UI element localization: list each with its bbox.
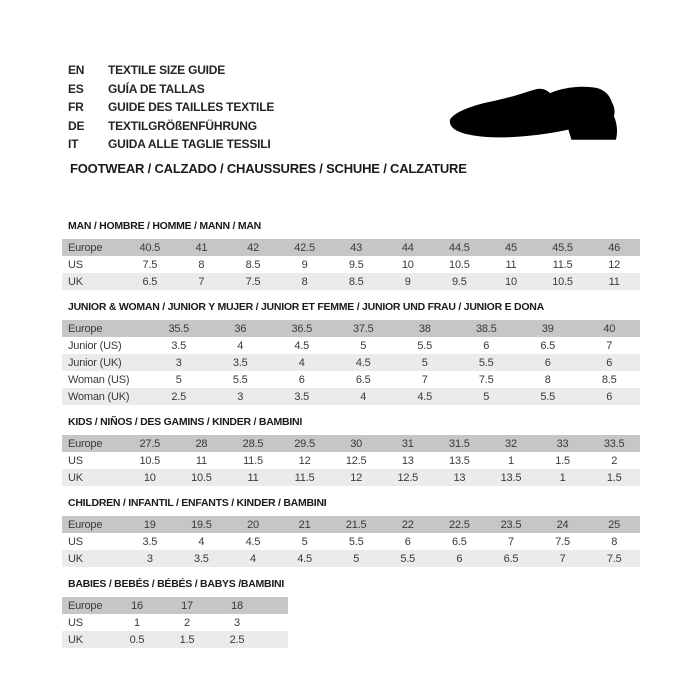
table-title: CHILDREN / INFANTIL / ENFANTS / KINDER / BAMBINI <box>68 497 327 509</box>
size-cell: 10.5 <box>191 471 212 484</box>
size-cell: 8 <box>198 258 205 271</box>
size-row <box>62 320 640 337</box>
size-row <box>62 533 640 550</box>
size-cell: 36.5 <box>291 322 313 335</box>
size-cell: 1.5 <box>179 633 195 646</box>
size-cell: 42 <box>247 241 259 254</box>
size-cell: 3.5 <box>294 390 310 403</box>
size-cell: 22 <box>401 518 414 531</box>
size-cell: 44.5 <box>449 241 470 254</box>
size-cell: 41 <box>195 241 208 254</box>
size-section-man <box>62 220 640 290</box>
size-cell: 9 <box>404 275 411 288</box>
size-cell: 4.5 <box>355 356 371 369</box>
size-cell: 11.5 <box>243 454 263 467</box>
size-cell: 6.5 <box>452 535 467 548</box>
size-cell: 1 <box>559 471 566 484</box>
size-cell: 13.5 <box>449 454 470 467</box>
table-title: JUNIOR & WOMAN / JUNIOR Y MUJER / JUNIOR ET FEMME / JUNIOR UND FRAU / JUNIOR E DONA <box>68 301 544 313</box>
size-cell: 11 <box>195 454 207 467</box>
size-cell: 12.5 <box>397 471 419 484</box>
size-cell: 5 <box>353 552 360 565</box>
size-cell: 1.5 <box>555 454 570 467</box>
size-cell: 6 <box>483 339 490 352</box>
size-cell: 1 <box>134 616 140 629</box>
row-label: Junior (UK) <box>68 356 122 369</box>
size-cell: 22.5 <box>449 518 470 531</box>
size-cell: 6.5 <box>503 552 519 565</box>
size-cell: 6 <box>298 373 305 386</box>
size-cell: 4 <box>360 390 367 403</box>
size-cell: 44 <box>401 241 414 254</box>
size-cell: 40 <box>603 322 616 335</box>
size-cell: 3.5 <box>232 356 248 369</box>
size-cell: 43 <box>350 241 363 254</box>
size-cell: 6 <box>606 356 613 369</box>
language-title-block <box>68 61 274 154</box>
size-cell: 7.5 <box>555 535 570 548</box>
language-code: FR <box>68 100 84 115</box>
language-title: TEXTILGRÖßENFÜHRUNG <box>108 118 257 133</box>
row-label: US <box>68 454 83 467</box>
size-cell: 4.5 <box>245 535 261 548</box>
size-cell: 46 <box>608 241 621 254</box>
size-section-children <box>62 497 640 567</box>
size-cell: 9.5 <box>452 275 467 288</box>
size-row <box>62 631 288 648</box>
size-cell: 27.5 <box>139 437 161 450</box>
size-cell: 4 <box>198 535 205 548</box>
size-cell: 6 <box>606 390 613 403</box>
size-cell: 4.5 <box>417 390 433 403</box>
size-cell: 35.5 <box>168 322 190 335</box>
size-cell: 45.5 <box>552 241 573 254</box>
size-table-junior-woman <box>62 320 640 405</box>
size-cell: 7 <box>421 373 428 386</box>
size-table-babies <box>62 597 288 648</box>
row-label: US <box>68 258 83 271</box>
size-cell: 5.5 <box>540 390 556 403</box>
size-cell: 6.5 <box>540 339 556 352</box>
size-section-kids <box>62 416 640 486</box>
size-row <box>62 388 640 405</box>
language-code: EN <box>68 63 85 77</box>
row-label: Europe <box>68 599 103 612</box>
size-cell: 5 <box>360 339 367 352</box>
size-cell: 6 <box>544 356 551 369</box>
size-cell: 1.5 <box>606 471 622 484</box>
language-title: GUÍA DE TALLAS <box>108 81 205 96</box>
size-cell: 4.5 <box>294 339 310 352</box>
size-cell: 6.5 <box>142 275 158 288</box>
language-title: GUIDE DES TAILLES TEXTILE <box>108 100 275 115</box>
size-cell: 31 <box>401 437 414 450</box>
row-label: Junior (US) <box>68 339 122 352</box>
size-cell: 5.5 <box>348 535 364 548</box>
size-cell: 5.5 <box>232 373 248 386</box>
size-cell: 2 <box>184 616 190 629</box>
size-cell: 7.5 <box>606 552 622 565</box>
size-row <box>62 371 640 388</box>
row-label: US <box>68 535 83 548</box>
size-table-kids <box>62 435 640 486</box>
table-title: KIDS / NIÑOS / DES GAMINS / KINDER / BAMBINI <box>68 416 303 428</box>
size-row <box>62 239 640 256</box>
row-label: Woman (US) <box>68 373 130 386</box>
size-row <box>62 597 288 614</box>
size-cell: 4 <box>237 339 244 352</box>
size-cell: 12 <box>608 258 621 271</box>
language-code: IT <box>68 137 79 152</box>
language-code: ES <box>68 81 84 96</box>
size-cell: 21 <box>298 518 311 531</box>
row-label: UK <box>68 275 83 288</box>
row-label: Europe <box>68 437 103 450</box>
category-title: FOOTWEAR / CALZADO / CHAUSSURES / SCHUHE / CALZATURE <box>70 161 467 176</box>
table-title: BABIES / BEBÉS / BÉBÉS / BABYS /BAMBINI <box>68 578 285 590</box>
size-cell: 25 <box>608 518 621 531</box>
size-cell: 39 <box>541 322 554 335</box>
size-cell: 13 <box>401 454 414 467</box>
size-cell: 3.5 <box>142 535 158 548</box>
size-cell: 37.5 <box>352 322 374 335</box>
size-cell: 3 <box>234 616 240 629</box>
size-cell: 33.5 <box>603 437 625 450</box>
size-cell: 42.5 <box>294 241 315 254</box>
size-cell: 0.5 <box>129 633 145 646</box>
size-cell: 19 <box>143 518 156 531</box>
size-cell: 13 <box>453 471 466 484</box>
size-row <box>62 337 640 354</box>
size-cell: 2 <box>611 454 618 467</box>
size-cell: 4.5 <box>297 552 312 565</box>
dress-shoe-icon <box>448 85 620 145</box>
size-row <box>62 435 640 452</box>
size-cell: 11 <box>247 471 259 484</box>
size-cell: 7.5 <box>245 275 261 288</box>
size-cell: 40.5 <box>139 241 161 254</box>
table-title: MAN / HOMBRE / HOMME / MANN / MAN <box>68 220 261 232</box>
size-cell: 5 <box>421 356 428 369</box>
language-row <box>68 98 274 117</box>
size-row <box>62 469 640 486</box>
size-cell: 16 <box>131 599 143 612</box>
size-row <box>62 550 640 567</box>
filler-cell <box>262 631 288 648</box>
size-cell: 11.5 <box>552 258 573 271</box>
size-cell: 6 <box>404 535 411 548</box>
size-cell: 1 <box>507 454 514 467</box>
language-row <box>68 135 274 154</box>
size-cell: 28.5 <box>242 437 264 450</box>
size-cell: 3 <box>237 390 244 403</box>
size-cell: 10.5 <box>139 454 161 467</box>
filler-cell <box>262 597 288 614</box>
language-row <box>68 117 274 136</box>
size-table-children <box>62 516 640 567</box>
size-cell: 7 <box>198 275 205 288</box>
size-row <box>62 273 640 290</box>
size-cell: 10.5 <box>449 258 470 271</box>
row-label: Europe <box>68 518 103 531</box>
size-section-babies <box>62 578 640 648</box>
row-label: UK <box>68 552 83 565</box>
size-cell: 38 <box>418 322 431 335</box>
size-cell: 7 <box>507 535 514 548</box>
size-cell: 3 <box>175 356 182 369</box>
size-cell: 7.5 <box>142 258 158 271</box>
language-title: GUIDA ALLE TAGLIE TESSILI <box>108 137 271 152</box>
size-cell: 38.5 <box>475 322 497 335</box>
size-cell: 20 <box>247 518 259 531</box>
size-cell: 9.5 <box>348 258 364 271</box>
size-cell: 3 <box>146 552 153 565</box>
row-label: Europe <box>68 322 103 335</box>
size-cell: 24 <box>556 518 569 531</box>
size-cell: 29.5 <box>294 437 315 450</box>
size-table-man <box>62 239 640 290</box>
size-cell: 28 <box>195 437 208 450</box>
size-cell: 8 <box>301 275 308 288</box>
size-cell: 2.5 <box>229 633 245 646</box>
row-label: Woman (UK) <box>68 390 130 403</box>
filler-cell <box>262 614 288 631</box>
size-cell: 8 <box>544 373 551 386</box>
size-cell: 5.5 <box>400 552 416 565</box>
size-cell: 11 <box>608 275 620 288</box>
size-cell: 21.5 <box>345 518 367 531</box>
size-cell: 5.5 <box>478 356 494 369</box>
size-cell: 45 <box>505 241 517 254</box>
size-cell: 10 <box>505 275 517 288</box>
size-cell: 3.5 <box>194 552 209 565</box>
size-row <box>62 452 640 469</box>
size-cell: 4 <box>298 356 305 369</box>
language-row <box>68 80 274 99</box>
size-cell: 8 <box>611 535 618 548</box>
language-title: TEXTILE SIZE GUIDE <box>108 63 226 77</box>
size-cell: 10 <box>143 471 156 484</box>
size-cell: 11.5 <box>294 471 315 484</box>
size-cell: 5 <box>301 535 308 548</box>
size-cell: 3.5 <box>171 339 187 352</box>
size-cell: 18 <box>231 599 243 612</box>
size-cell: 13.5 <box>500 471 522 484</box>
size-cell: 33 <box>556 437 569 450</box>
size-cell: 12.5 <box>345 454 367 467</box>
size-cell: 10.5 <box>552 275 573 288</box>
size-cell: 6 <box>456 552 463 565</box>
row-label: US <box>68 616 83 629</box>
size-tables <box>62 220 640 648</box>
size-cell: 5 <box>483 390 490 403</box>
size-row <box>62 354 640 371</box>
size-cell: 31.5 <box>449 437 470 450</box>
size-cell: 12 <box>298 454 311 467</box>
row-label: Europe <box>68 241 103 254</box>
size-cell: 8.5 <box>348 275 364 288</box>
size-cell: 10 <box>401 258 414 271</box>
size-cell: 32 <box>505 437 517 450</box>
size-cell: 9 <box>301 258 308 271</box>
size-cell: 8.5 <box>601 373 617 386</box>
size-cell: 11 <box>505 258 517 271</box>
size-cell: 7.5 <box>478 373 494 386</box>
size-cell: 8.5 <box>245 258 261 271</box>
row-label: UK <box>68 471 83 484</box>
language-row <box>68 61 274 80</box>
size-cell: 5 <box>175 373 182 386</box>
size-cell: 2.5 <box>171 390 187 403</box>
size-cell: 6.5 <box>355 373 371 386</box>
size-cell: 19.5 <box>191 518 212 531</box>
size-cell: 7 <box>606 339 613 352</box>
row-label: UK <box>68 633 83 646</box>
size-cell: 17 <box>181 599 193 612</box>
size-cell: 4 <box>250 552 256 565</box>
size-row <box>62 516 640 533</box>
size-row <box>62 256 640 273</box>
size-cell: 23.5 <box>500 518 522 531</box>
size-cell: 5.5 <box>417 339 433 352</box>
size-cell: 30 <box>350 437 363 450</box>
size-row <box>62 614 288 631</box>
language-code: DE <box>68 118 85 133</box>
size-section-junior-woman <box>62 301 640 405</box>
size-cell: 36 <box>234 322 247 335</box>
size-cell: 7 <box>559 552 566 565</box>
size-cell: 12 <box>350 471 363 484</box>
